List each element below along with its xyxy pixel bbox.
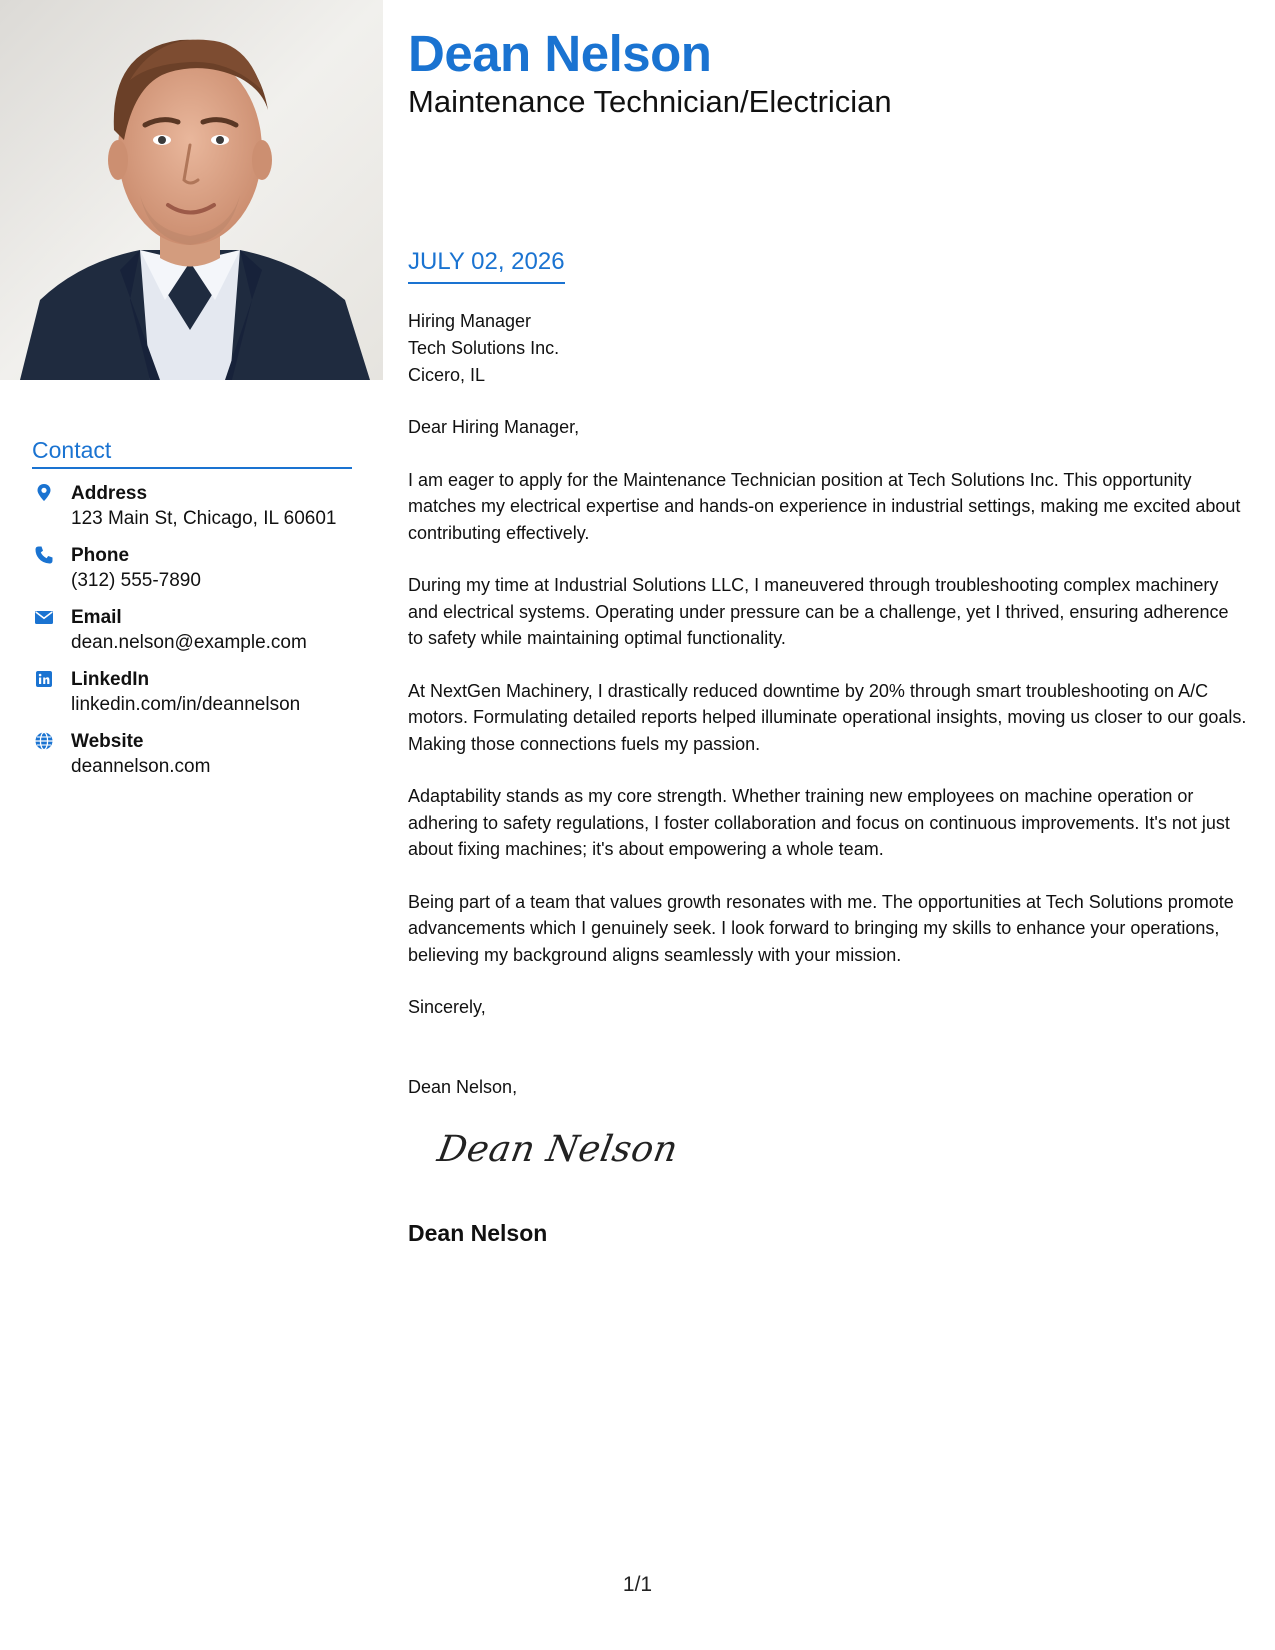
- recipient-line: Hiring Manager: [408, 311, 532, 331]
- letter-paragraph: During my time at Industrial Solutions LLC, I maneuvered through troubleshooting complex machinery and electrical systems. Operating under pressure can be a challenge, yet I thrived, ensuring adherence to safety while maintaining optimal functionality.: [408, 575, 1229, 648]
- recipient-line: Tech Solutions Inc.: [408, 338, 560, 358]
- linkedin-icon: [34, 669, 54, 689]
- portrait-photo: [0, 0, 383, 380]
- job-title: Maintenance Technician/Electrician: [408, 84, 892, 119]
- letter-paragraph: At NextGen Machinery, I drastically reduced downtime by 20% through smart troubleshooting on A/C motors. Formulating detailed reports helped illuminate operational insights, moving us closer to our goals. Making those connections fuels my passion.: [408, 680, 1247, 754]
- contact-label-address: Address: [71, 483, 148, 504]
- envelope-icon: [34, 607, 54, 627]
- contact-label-phone: Phone: [71, 545, 130, 566]
- closing: Sincerely,: [408, 997, 486, 1017]
- signature: Dean Nelson: [434, 1129, 682, 1170]
- closing-name: Dean Nelson,: [408, 1077, 518, 1097]
- salutation: Dear Hiring Manager,: [408, 417, 580, 437]
- contact-label-website: Website: [71, 731, 144, 752]
- contact-label-linkedin: LinkedIn: [71, 669, 150, 690]
- contact-value-address: 123 Main St, Chicago, IL 60601: [71, 508, 337, 529]
- signed-name: Dean Nelson: [408, 1220, 548, 1246]
- contact-value-linkedin[interactable]: linkedin.com/in/deannelson: [71, 694, 301, 715]
- contact-email: [32, 605, 352, 655]
- letter-body: [408, 414, 1248, 1047]
- contact-value-email: dean.nelson@example.com: [71, 632, 307, 653]
- letter-paragraph: Being part of a team that values growth resonates with me. The opportunities at Tech Solutions promote advancements which I genuinely seek. I look forward to bringing my skills to enhance your operations, believing my background aligns seamlessly with your mission.: [408, 891, 1234, 965]
- phone-icon: [34, 545, 54, 565]
- contact-value-phone: (312) 555-7890: [71, 570, 201, 591]
- globe-icon: [34, 731, 54, 751]
- recipient-block: [408, 308, 559, 389]
- contact-value-website[interactable]: deannelson.com: [71, 756, 211, 777]
- letter-date: JULY 02, 2026: [408, 247, 565, 284]
- recipient-line: Cicero, IL: [408, 365, 486, 385]
- page-number: 1/1: [622, 1573, 653, 1596]
- contact-label-email: Email: [71, 607, 122, 628]
- applicant-name: Dean Nelson: [408, 25, 712, 82]
- contact-address: [32, 481, 352, 531]
- contact-website: [32, 729, 352, 779]
- letter-paragraph: Adaptability stands as my core strength. Whether training new employees on machine operation or adhering to safety regulations, I foster collaboration and focus on continuous improvements. It's not just about fixing machines; it's about empowering a whole team.: [408, 786, 1230, 859]
- contact-heading: Contact: [32, 436, 352, 469]
- map-pin-icon: [34, 483, 54, 503]
- letter-paragraph: I am eager to apply for the Maintenance Technician position at Tech Solutions Inc. This opportunity matches my electrical expertise and hands-on experience in industrial settings, making me excited about contributing effectively.: [408, 469, 1241, 543]
- contact-phone: [32, 543, 352, 593]
- contact-section: [32, 436, 352, 779]
- contact-linkedin: [32, 667, 352, 717]
